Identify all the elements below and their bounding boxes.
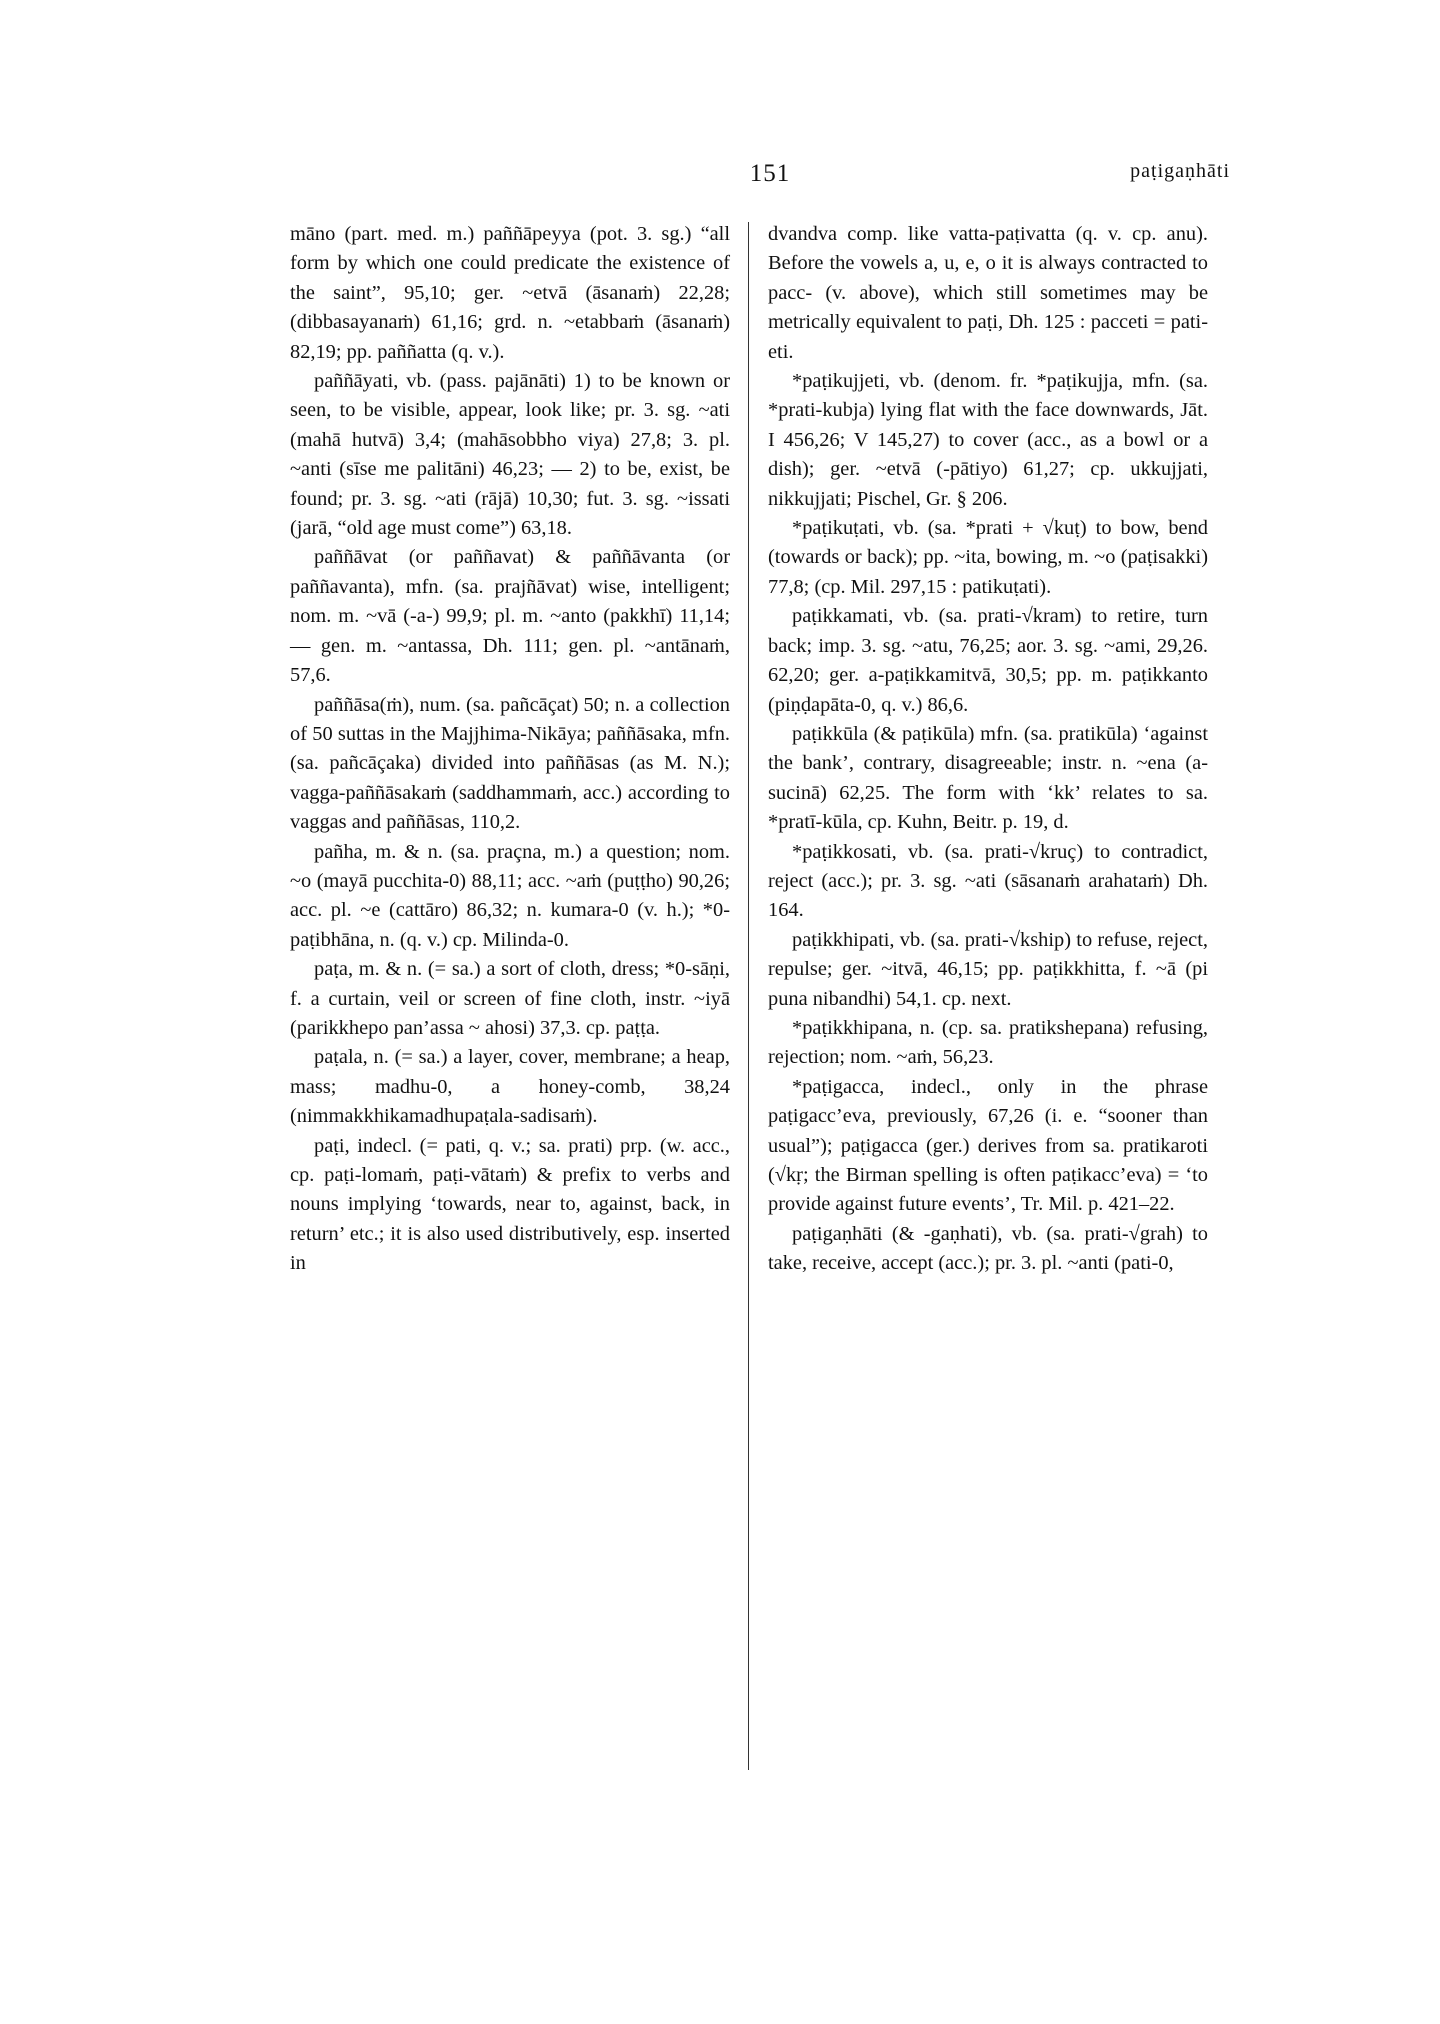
- entry: māno (part. med. m.) paññāpeyya (pot. 3. sg.) “all form by which one could predicate the existence of the saint”, 95,10; ger. ~etvā (āsanaṁ) 22,28; (dibbasayanaṁ) 61,16; grd. n. ~etabbaṁ (āsanaṁ) 82,19; pp. paññatta (q. v.).: [290, 223, 730, 363]
- column-divider: [748, 222, 749, 1770]
- entry: *paṭikuṭati, vb. (sa. *prati + √kuṭ) to bow, bend (towards or back); pp. ~ita, bowing, m. ~o (paṭisakki) 77,8; (cp. Mil. 297,15 : patikuṭati).: [768, 517, 1208, 598]
- entry: *paṭigacca, indecl., only in the phrase paṭigacc’eva, previously, 67,26 (i. e. “sooner than usual”); paṭigacca (ger.) derives from sa. pratikaroti (√kṛ; the Birman spelling is often paṭikacc’eva) = ‘to provide against future events’, Tr. Mil. p. 421–22.: [768, 1075, 1208, 1216]
- entry: pañha, m. & n. (sa. praçna, m.) a question; nom. ~o (mayā pucchita-0) 88,11; acc. ~aṁ (puṭṭho) 90,26; acc. pl. ~e (cattāro) 86,32; n. kumara-0 (v. h.); *0-paṭibhāna, n. (q. v.) cp. Milinda-0.: [290, 840, 730, 951]
- entry: paṭala, n. (= sa.) a layer, cover, membrane; a heap, mass; madhu-0, a honey-comb, 38,24 (nimmakkhikamadhupaṭala-sadisaṁ).: [290, 1046, 730, 1128]
- entry: paṭa, m. & n. (= sa.) a sort of cloth, dress; *0-sāṇi, f. a curtain, veil or screen of fine cloth, instr. ~iyā (parikkhepo pan’assa ~ ahosi) 37,3. cp. paṭṭa.: [290, 958, 730, 1039]
- entry: *paṭikujjeti, vb. (denom. fr. *paṭikujja, mfn. (sa. *prati-kubja) lying flat with the face downwards, Jāt. I 456,26; V 145,27) to cover (acc., as a bowl or a dish); ger. ~etvā (-pātiyo) 61,27; cp. ukkujjati, nikkujjati; Pischel, Gr. § 206.: [768, 370, 1208, 510]
- running-head: paṭigaṇhāti: [1130, 160, 1230, 182]
- entry: paṭi, indecl. (= pati, q. v.; sa. prati) prp. (w. acc., cp. paṭi-lomaṁ, paṭi-vātaṁ) & prefix to verbs and nouns implying ‘towards, near to, against, back, in return’ etc.; it is also used distributively, esp. inserted in: [290, 1134, 730, 1275]
- left-column: [290, 220, 730, 1279]
- entry: dvandva comp. like vatta-paṭivatta (q. v. cp. anu). Before the vowels a, u, e, o it is always contracted to pacc- (v. above), which still sometimes may be metrically equivalent to paṭi, Dh. 125 : pacceti = pati-eti.: [768, 223, 1208, 363]
- entry: *paṭikkosati, vb. (sa. prati-√kruç) to contradict, reject (acc.); pr. 3. sg. ~ati (sāsanaṁ arahataṁ) Dh. 164.: [768, 840, 1208, 922]
- right-column: [768, 220, 1208, 1279]
- entry: paññāyati, vb. (pass. pajānāti) 1) to be known or seen, to be visible, appear, look like; pr. 3. sg. ~ati (mahā hutvā) 3,4; (mahāsobbho viya) 27,8; 3. pl. ~anti (sīse me palitāni) 46,23; — 2) to be, exist, be found; pr. 3. sg. ~ati (rājā) 10,30; fut. 3. sg. ~issati (jarā, “old age must come”) 63,18.: [290, 370, 730, 540]
- entry: paṭikkhipati, vb. (sa. prati-√kship) to refuse, reject, repulse; ger. ~itvā, 46,15; pp. paṭikkhitta, f. ~ā (pi puna nibandhi) 54,1. cp. next.: [768, 928, 1208, 1010]
- entry: paṭikkūla (& paṭikūla) mfn. (sa. pratikūla) ‘against the bank’, contrary, disagreeable; instr. n. ~ena (a-sucinā) 62,25. The form with ‘kk’ relates to sa. *pratī-kūla, cp. Kuhn, Beitr. p. 19, d.: [768, 722, 1208, 834]
- entry: paṭikkamati, vb. (sa. prati-√kram) to retire, turn back; imp. 3. sg. ~atu, 76,25; aor. 3. sg. ~ami, 29,26. 62,20; ger. a-paṭikkamitvā, 30,5; pp. m. paṭikkanto (piṇḍapāta-0, q. v.) 86,6.: [768, 605, 1208, 716]
- entry: *paṭikkhipana, n. (cp. sa. pratikshepana) refusing, rejection; nom. ~aṁ, 56,23.: [768, 1016, 1208, 1069]
- entry: paññāvat (or paññavat) & paññāvanta (or paññavanta), mfn. (sa. prajñāvat) wise, intelligent; nom. m. ~vā (-a-) 99,9; pl. m. ~anto (pakkhī) 11,14; — gen. m. ~antassa, Dh. 111; gen. pl. ~antānaṁ, 57,6.: [290, 546, 730, 687]
- entry: paññāsa(ṁ), num. (sa. pañcāçat) 50; n. a collection of 50 suttas in the Majjhima-Nikāya; paññāsaka, mfn. (sa. pañcāçaka) divided into paññāsas (as M. N.); vagga-paññāsakaṁ (saddhammaṁ, acc.) according to vaggas and paññāsas, 110,2.: [290, 693, 730, 834]
- page-number: 151: [749, 160, 791, 187]
- page-header: [290, 160, 1250, 200]
- entry: paṭigaṇhāti (& -gaṇhati), vb. (sa. prati-√grah) to take, receive, accept (acc.); pr. 3. pl. ~anti (pati-0,: [768, 1222, 1208, 1275]
